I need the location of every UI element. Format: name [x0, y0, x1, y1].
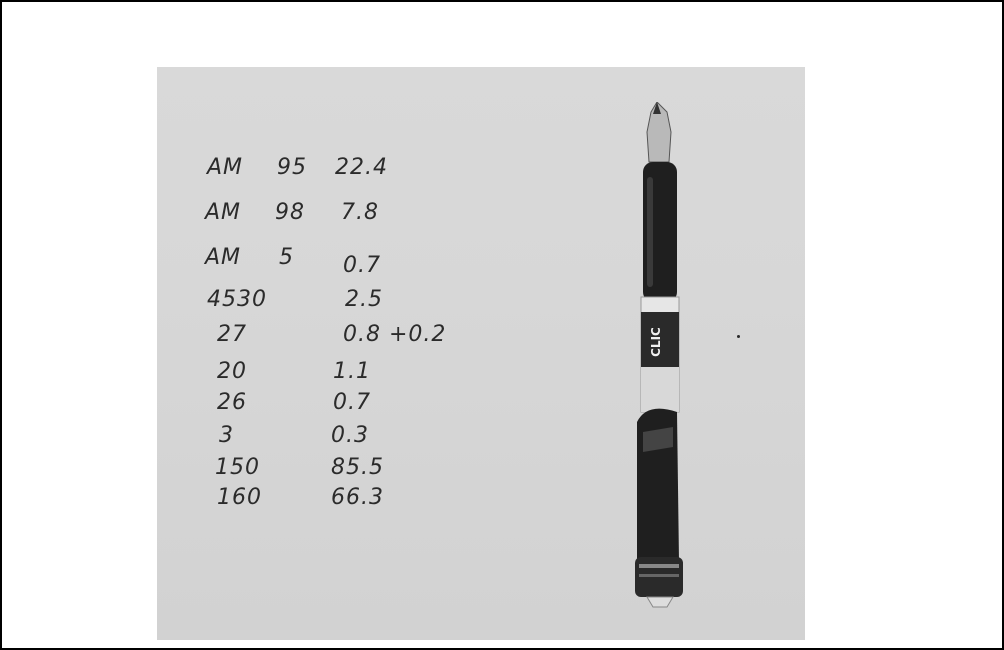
ink-dot [737, 335, 740, 338]
note-cell: 5 [279, 245, 294, 270]
note-cell: AM [205, 200, 242, 225]
note-cell: 20 [217, 359, 247, 384]
pen-icon [607, 102, 697, 622]
note-cell: 66.3 [331, 485, 384, 510]
note-cell: 0.7 [333, 390, 371, 415]
note-cell: 3 [219, 423, 234, 448]
pen-brand-label: CLIC [649, 327, 663, 357]
note-cell: 4530 [207, 287, 267, 312]
note-cell: AM [207, 155, 244, 180]
note-cell: 22.4 [335, 155, 388, 180]
note-cell: 95 [277, 155, 307, 180]
note-cell: 150 [215, 455, 260, 480]
photo [157, 67, 805, 640]
note-cell: 27 [217, 322, 247, 347]
note-cell: 160 [217, 485, 262, 510]
note-cell: 85.5 [331, 455, 384, 480]
note-cell: 0.3 [331, 423, 369, 448]
note-cell: 7.8 [341, 200, 379, 225]
note-cell: 0.8 +0.2 [343, 322, 447, 347]
paper-sheet [157, 67, 805, 640]
note-cell: AM [205, 245, 242, 270]
note-cell: 98 [275, 200, 305, 225]
note-cell: 2.5 [345, 287, 383, 312]
note-cell: 0.7 [343, 253, 381, 278]
note-cell: 1.1 [333, 359, 371, 384]
note-cell: 26 [217, 390, 247, 415]
